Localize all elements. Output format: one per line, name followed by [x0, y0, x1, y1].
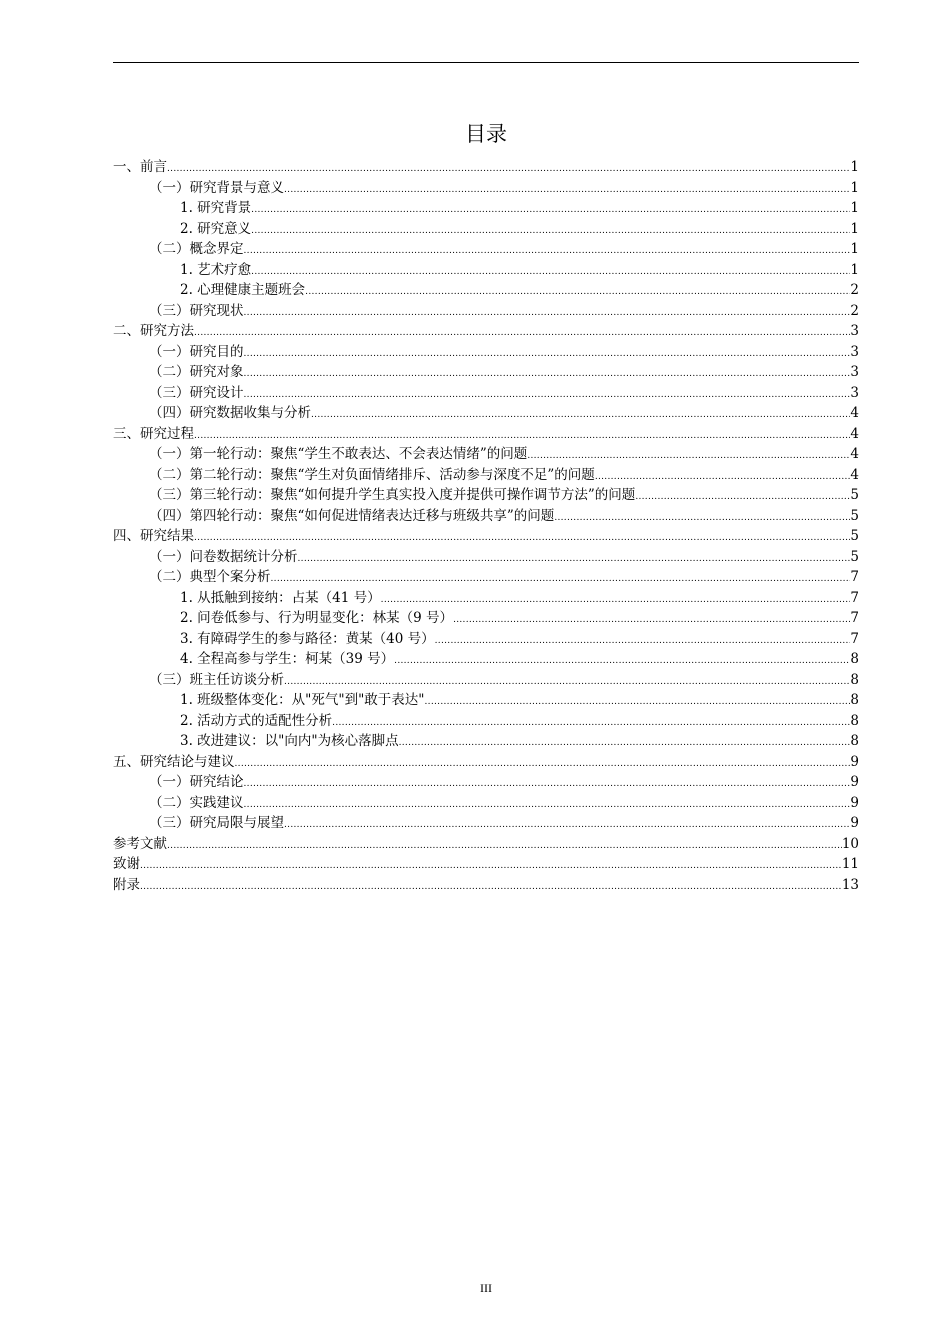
toc-entry-label: 1. 研究背景	[180, 200, 252, 216]
toc-leader-dots	[381, 588, 851, 611]
toc-leader-dots	[244, 772, 851, 795]
toc-entry[interactable]	[113, 567, 859, 588]
toc-entry-page: 3	[850, 364, 859, 380]
toc-entry[interactable]	[113, 588, 859, 609]
toc-entry-label: （三）研究局限与展望	[149, 815, 284, 831]
toc-entry[interactable]	[113, 157, 859, 178]
toc-entry-label: （三）研究现状	[149, 302, 244, 319]
toc-entry[interactable]	[113, 526, 859, 547]
toc-entry-page: 7	[850, 610, 859, 626]
toc-entry[interactable]	[113, 649, 859, 670]
toc-entry-label: 1. 从抵触到接纳：占某（41 号）	[180, 589, 381, 606]
toc-entry-label: 2. 心理健康主题班会	[180, 282, 306, 298]
toc-entry-page: 4	[850, 405, 859, 421]
toc-entry-page: 10	[841, 835, 859, 852]
toc-entry-page: 8	[850, 712, 859, 729]
toc-entry[interactable]	[113, 321, 859, 342]
toc-entry-label: （一）研究目的	[149, 343, 244, 360]
toc-entry-page: 1	[850, 159, 859, 175]
toc-leader-dots	[194, 321, 850, 344]
toc-entry-label: 三、研究过程	[113, 425, 194, 442]
toc-entry[interactable]	[113, 711, 859, 732]
toc-entry-page: 1	[850, 261, 859, 278]
toc-leader-dots	[271, 567, 851, 590]
toc-entry-label: 二、研究方法	[113, 323, 194, 339]
toc-entry-page: 8	[850, 733, 859, 749]
toc-entry[interactable]	[113, 198, 859, 219]
toc-entry-page: 3	[850, 323, 859, 339]
toc-leader-dots	[425, 690, 851, 713]
toc-leader-dots	[244, 383, 851, 406]
toc-leader-dots	[284, 178, 850, 201]
toc-leader-dots	[394, 649, 850, 672]
toc-leader-dots	[167, 157, 850, 180]
toc-leader-dots	[284, 813, 850, 836]
toc-leader-dots	[298, 547, 851, 570]
toc-entry-page: 13	[841, 876, 859, 893]
toc-entry-label: 一、前言	[113, 159, 167, 175]
toc-entry[interactable]	[113, 506, 859, 527]
toc-entry-label: （三）第三轮行动：聚焦“如何提升学生真实投入度并提供可操作调节方法”的问题	[149, 487, 636, 503]
toc-entry-label: 2. 研究意义	[180, 220, 252, 237]
toc-leader-dots	[244, 342, 851, 365]
toc-entry[interactable]	[113, 793, 859, 814]
toc-entry-page: 9	[850, 815, 859, 831]
toc-leader-dots	[527, 444, 850, 467]
toc-entry[interactable]	[113, 875, 859, 896]
toc-entry-page: 5	[850, 528, 859, 544]
toc-entry-page: 5	[850, 507, 859, 524]
toc-entry-label: （一）研究结论	[149, 774, 244, 790]
toc-leader-dots	[244, 301, 851, 324]
toc-entry-page: 9	[850, 774, 859, 790]
toc-entry-page: 3	[850, 384, 859, 401]
toc-entry[interactable]	[113, 301, 859, 322]
toc-entry[interactable]	[113, 239, 859, 260]
toc-entry[interactable]	[113, 752, 859, 773]
toc-entry[interactable]	[113, 629, 859, 650]
table-of-contents	[113, 157, 859, 895]
toc-leader-dots	[284, 670, 850, 693]
toc-entry-label: （三）研究设计	[149, 384, 244, 401]
toc-entry-label: 3. 有障碍学生的参与路径：黄某（40 号）	[180, 630, 435, 647]
toc-entry[interactable]	[113, 383, 859, 404]
toc-entry[interactable]	[113, 731, 859, 752]
toc-entry-label: （二）概念界定	[149, 241, 244, 257]
toc-entry-page: 1	[850, 200, 859, 216]
toc-entry-label: （二）典型个案分析	[149, 569, 271, 585]
toc-entry-label: （一）问卷数据统计分析	[149, 548, 298, 565]
toc-entry-page: 4	[850, 466, 859, 483]
toc-entry-page: 7	[850, 630, 859, 647]
toc-leader-dots	[435, 629, 851, 652]
toc-entry-label: 2. 活动方式的适配性分析	[180, 712, 333, 729]
toc-entry-page: 9	[850, 794, 859, 811]
toc-leader-dots	[554, 506, 850, 529]
toc-leader-dots	[635, 485, 850, 508]
toc-entry-page: 8	[850, 651, 859, 667]
toc-entry-page: 1	[850, 241, 859, 257]
toc-entry-label: 附录	[113, 876, 140, 893]
toc-entry[interactable]	[113, 219, 859, 240]
toc-entry[interactable]	[113, 342, 859, 363]
toc-entry-label: 1. 班级整体变化：从"死气"到"敢于表达"	[180, 692, 425, 708]
toc-leader-dots	[140, 854, 842, 877]
toc-entry-label: 3. 改进建议：以"向内"为核心落脚点	[180, 733, 399, 749]
toc-leader-dots	[140, 875, 842, 898]
toc-entry-label: 参考文献	[113, 835, 167, 852]
toc-entry[interactable]	[113, 670, 859, 691]
toc-leader-dots	[311, 403, 850, 426]
toc-entry[interactable]	[113, 854, 859, 875]
toc-entry-label: （一）研究背景与意义	[149, 179, 284, 196]
toc-entry[interactable]	[113, 547, 859, 568]
toc-entry-page: 2	[850, 282, 859, 298]
toc-entry-label: 1. 艺术疗愈	[180, 261, 252, 278]
toc-entry-page: 8	[850, 692, 859, 708]
toc-entry-label: 2. 问卷低参与、行为明显变化：林某（9 号）	[180, 610, 454, 626]
toc-entry-page: 8	[850, 671, 859, 688]
toc-entry[interactable]	[113, 403, 859, 424]
toc-entry-page: 5	[850, 548, 859, 565]
toc-leader-dots	[194, 424, 850, 447]
toc-leader-dots	[251, 219, 850, 242]
toc-entry[interactable]	[113, 485, 859, 506]
toc-entry[interactable]	[113, 424, 859, 445]
toc-leader-dots	[251, 198, 850, 221]
toc-entry-label: （四）研究数据收集与分析	[149, 405, 311, 421]
toc-entry-label: 四、研究结果	[113, 528, 194, 544]
toc-entry-label: （一）第一轮行动：聚焦“学生不敢表达、不会表达情绪”的问题	[149, 446, 528, 462]
toc-entry-page: 4	[850, 446, 859, 462]
toc-entry[interactable]	[113, 813, 859, 834]
toc-entry-label: （三）班主任访谈分析	[149, 671, 284, 688]
toc-entry-label: 4. 全程高参与学生：柯某（39 号）	[180, 651, 395, 667]
toc-leader-dots	[167, 834, 842, 857]
toc-entry[interactable]	[113, 772, 859, 793]
toc-entry-label: （四）第四轮行动：聚焦“如何促进情绪表达迁移与班级共享”的问题	[149, 507, 555, 524]
toc-leader-dots	[453, 608, 850, 631]
toc-entry[interactable]	[113, 608, 859, 629]
toc-entry-page: 5	[850, 487, 859, 503]
toc-leader-dots	[332, 711, 850, 734]
toc-leader-dots	[194, 526, 850, 549]
toc-entry-page: 11	[841, 856, 859, 872]
toc-leader-dots	[305, 280, 850, 303]
toc-entry[interactable]	[113, 280, 859, 301]
toc-leader-dots	[235, 752, 851, 775]
toc-entry[interactable]	[113, 834, 859, 855]
toc-entry-page: 2	[850, 302, 859, 319]
toc-entry-page: 4	[850, 425, 859, 442]
page-number: III	[480, 1281, 492, 1295]
toc-leader-dots	[251, 260, 850, 283]
toc-leader-dots	[595, 465, 851, 488]
toc-entry-page: 1	[850, 220, 859, 237]
toc-entry[interactable]	[113, 178, 859, 199]
toc-entry[interactable]	[113, 465, 859, 486]
toc-entry-label: 五、研究结论与建议	[113, 753, 235, 770]
toc-entry[interactable]	[113, 362, 859, 383]
toc-entry[interactable]	[113, 690, 859, 711]
toc-entry-page: 3	[850, 343, 859, 360]
toc-entry-page: 7	[850, 569, 859, 585]
toc-entry-page: 9	[850, 753, 859, 770]
header-rule	[113, 62, 859, 63]
toc-entry[interactable]	[113, 260, 859, 281]
toc-entry-label: （二）实践建议	[149, 794, 244, 811]
toc-leader-dots	[244, 362, 851, 385]
toc-leader-dots	[244, 793, 851, 816]
toc-entry-label: 致谢	[113, 856, 140, 872]
toc-leader-dots	[399, 731, 851, 754]
page-title: 目录	[465, 122, 507, 146]
toc-entry-label: （二）研究对象	[149, 364, 244, 380]
toc-entry[interactable]	[113, 444, 859, 465]
toc-leader-dots	[244, 239, 851, 262]
toc-entry-label: （二）第二轮行动：聚焦“学生对负面情绪排斥、活动参与深度不足”的问题	[149, 466, 595, 483]
toc-entry-page: 7	[850, 589, 859, 606]
toc-entry-page: 1	[850, 179, 859, 196]
